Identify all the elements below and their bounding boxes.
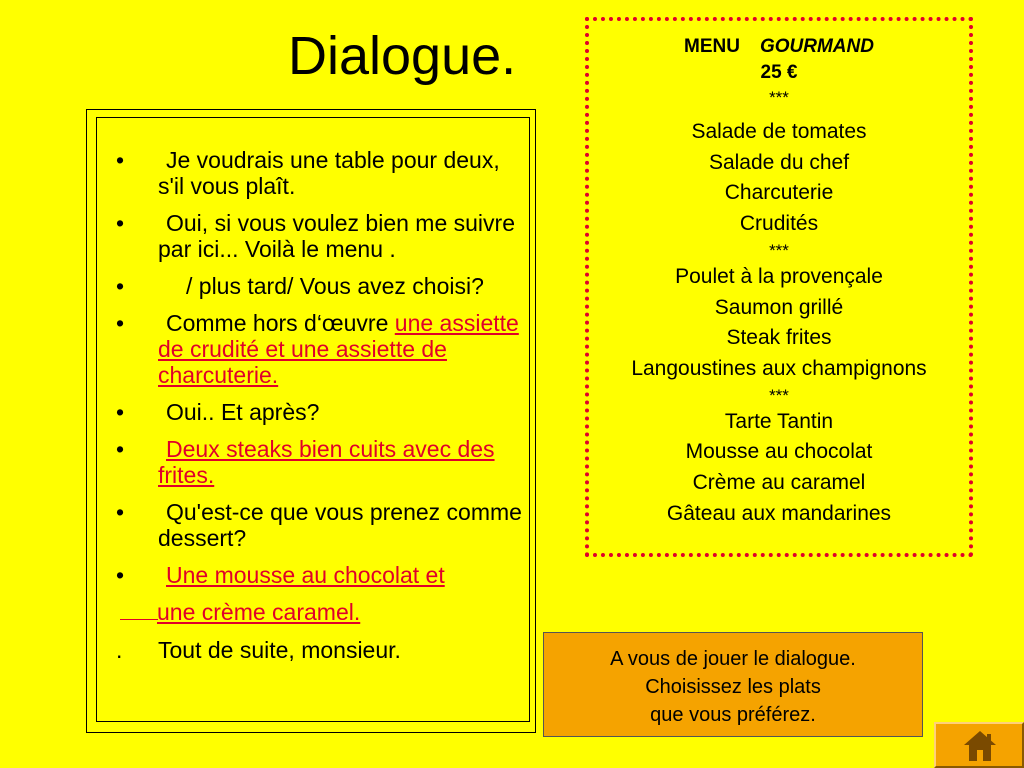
dialogue-line: [112, 310, 522, 388]
bullet: •: [116, 273, 125, 299]
dialogue-answer: Une mousse au chocolat et: [166, 562, 445, 588]
dialogue-line: [112, 562, 522, 588]
bullet: •: [116, 499, 125, 525]
home-icon: [962, 728, 998, 764]
menu-item: Salade du chef: [708, 150, 850, 174]
instruction-box: [543, 632, 923, 737]
bullet: .: [116, 637, 123, 663]
dialogue-text: / plus tard/ Vous avez choisi?: [186, 273, 484, 299]
menu-item: Saumon grillé: [714, 295, 844, 319]
dialogue-text: Oui.. Et après?: [166, 399, 320, 425]
dialogue-answer: une assiette de crudité et une assiette de charcuterie.: [158, 310, 519, 388]
dialogue-line: [112, 210, 522, 262]
menu-label: MENU: [684, 36, 740, 57]
menu-item: Langoustines aux champignons: [631, 356, 927, 380]
dialogue-line: [112, 399, 522, 425]
dialogue-text: Oui, si vous voulez bien me suivre par ici... Voilà le menu .: [158, 210, 515, 262]
dialogue-line: [112, 599, 522, 625]
dialogue-line: [112, 637, 522, 663]
bullet: •: [116, 310, 125, 336]
dialogue-answer: une crème caramel.: [157, 599, 361, 625]
menu-item: Steak frites: [726, 326, 832, 350]
menu-item: Gâteau aux mandarines: [666, 501, 892, 525]
menu-item: Crudités: [739, 212, 819, 236]
menu-item: Salade de tomates: [691, 120, 867, 143]
dialogue-text: Je voudrais une table pour deux, s'il vous plaît.: [158, 147, 500, 199]
bullet: •: [116, 436, 125, 462]
menu-name: GOURMAND: [759, 36, 874, 57]
dialogue-text: Tout de suite, monsieur.: [158, 637, 401, 663]
underline-decoration: [120, 601, 158, 620]
menu-card: [585, 17, 973, 557]
menu-item: Charcuterie: [724, 181, 834, 205]
dialogue-text: Qu'est-ce que vous prenez comme dessert?: [158, 499, 522, 551]
dialogue-line: [112, 273, 522, 299]
dialogue-line: [112, 436, 522, 488]
bullet: •: [116, 210, 125, 236]
dialogue-list: [112, 147, 522, 674]
menu-item: Poulet à la provençale: [675, 264, 883, 288]
bullet: •: [116, 562, 125, 588]
menu-price: 25 €: [760, 62, 798, 83]
dialogue-line: [112, 147, 522, 199]
menu-item: Crème au caramel: [692, 471, 866, 495]
menu-separator: ***: [769, 240, 789, 260]
menu-separator: ***: [769, 385, 789, 405]
menu-item: Tarte Tantin: [724, 409, 834, 433]
menu-heading: [589, 35, 969, 59]
dialogue-text: Comme hors d‘œuvre: [166, 310, 395, 336]
instruction-line: A vous de jouer le dialogue.: [610, 648, 856, 670]
slide-title: Dialogue.: [288, 26, 517, 86]
dialogue-line: [112, 499, 522, 551]
menu-separator: ***: [769, 88, 789, 107]
bullet: •: [116, 147, 125, 173]
bullet: •: [116, 399, 125, 425]
dialogue-answer: Deux steaks bien cuits avec des frites.: [158, 436, 495, 488]
menu-item: Mousse au chocolat: [685, 440, 873, 464]
instruction-line: Choisissez les plats: [645, 676, 821, 698]
home-button[interactable]: [934, 722, 1024, 768]
instruction-line: que vous préférez.: [650, 704, 816, 726]
